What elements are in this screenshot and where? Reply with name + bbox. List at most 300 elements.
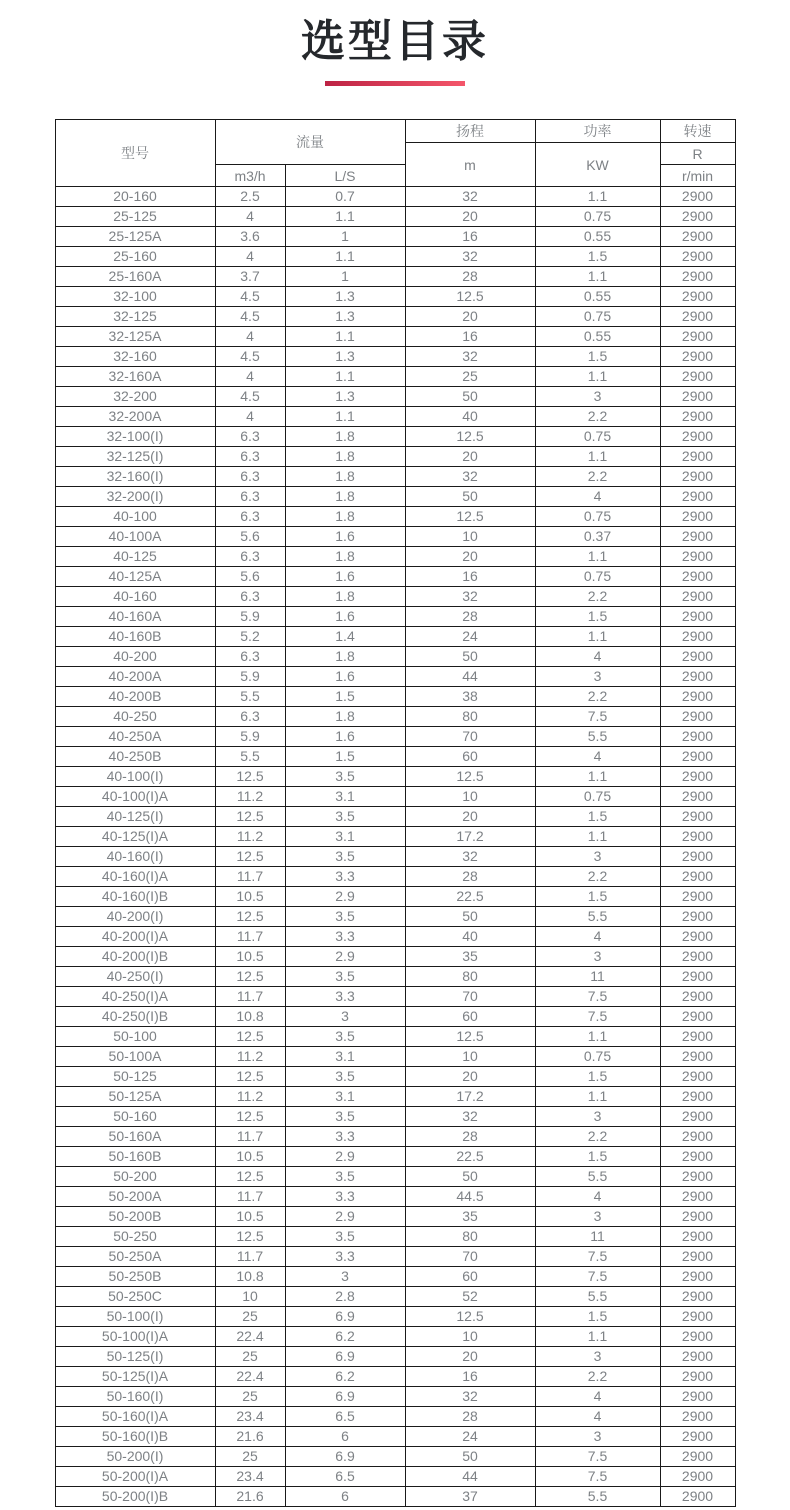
cell-model: 40-100(I) [55,767,215,787]
cell-model: 32-200(I) [55,487,215,507]
cell-flow-m3h: 2.5 [215,187,285,207]
cell-model: 50-200(I) [55,1447,215,1467]
cell-head-m: 32 [405,847,535,867]
cell-power-kw: 1.1 [535,187,660,207]
cell-flow-m3h: 4 [215,247,285,267]
table-row [55,647,735,667]
cell-model: 50-160B [55,1147,215,1167]
table-row [55,767,735,787]
cell-flow-m3h: 5.6 [215,527,285,547]
cell-speed-r: 2900 [660,1187,735,1207]
cell-head-m: 80 [405,707,535,727]
cell-model: 40-250(I)A [55,987,215,1007]
cell-power-kw: 4 [535,1387,660,1407]
cell-power-kw: 0.75 [535,787,660,807]
cell-model: 40-100 [55,507,215,527]
title-accent-underline [325,81,465,86]
cell-flow-ls: 6.5 [285,1407,405,1427]
table-row [55,1347,735,1367]
cell-flow-m3h: 11.7 [215,927,285,947]
cell-flow-m3h: 11.7 [215,867,285,887]
cell-power-kw: 3 [535,1107,660,1127]
cell-flow-ls: 6.5 [285,1467,405,1487]
cell-speed-r: 2900 [660,727,735,747]
cell-head-m: 24 [405,627,535,647]
cell-speed-r: 2900 [660,1127,735,1147]
cell-flow-ls: 1.3 [285,347,405,367]
cell-model: 40-200B [55,687,215,707]
cell-speed-r: 2900 [660,987,735,1007]
cell-power-kw: 7.5 [535,1447,660,1467]
table-row [55,1127,735,1147]
table-row [55,587,735,607]
cell-head-m: 60 [405,1007,535,1027]
cell-flow-m3h: 25 [215,1347,285,1367]
cell-speed-r: 2900 [660,247,735,267]
cell-flow-ls: 3.5 [285,1067,405,1087]
cell-speed-r: 2900 [660,287,735,307]
cell-flow-m3h: 11.7 [215,1187,285,1207]
cell-model: 40-250(I)B [55,1007,215,1027]
cell-flow-m3h: 4.5 [215,387,285,407]
table-row [55,807,735,827]
cell-power-kw: 1.5 [535,347,660,367]
cell-model: 40-100(I)A [55,787,215,807]
cell-flow-ls: 1.6 [285,667,405,687]
cell-model: 32-200A [55,407,215,427]
table-header [55,120,735,187]
table-row [55,1207,735,1227]
cell-flow-m3h: 23.4 [215,1407,285,1427]
cell-power-kw: 1.1 [535,627,660,647]
cell-power-kw: 2.2 [535,407,660,427]
table-row [55,467,735,487]
cell-flow-m3h: 4 [215,327,285,347]
table-row [55,1027,735,1047]
cell-power-kw: 1.1 [535,547,660,567]
cell-power-kw: 0.55 [535,287,660,307]
cell-model: 40-160(I)B [55,887,215,907]
cell-flow-ls: 3.1 [285,1087,405,1107]
table-row [55,367,735,387]
header-speed: 转速 [660,120,735,143]
cell-head-m: 38 [405,687,535,707]
cell-head-m: 20 [405,447,535,467]
cell-model: 20-160 [55,187,215,207]
cell-head-m: 16 [405,327,535,347]
cell-flow-m3h: 6.3 [215,447,285,467]
table-row [55,627,735,647]
cell-speed-r: 2900 [660,1067,735,1087]
cell-power-kw: 3 [535,1347,660,1367]
cell-flow-m3h: 6.3 [215,507,285,527]
cell-head-m: 28 [405,267,535,287]
table-row [55,307,735,327]
cell-speed-r: 2900 [660,667,735,687]
cell-speed-r: 2900 [660,1207,735,1227]
cell-power-kw: 1.5 [535,1147,660,1167]
cell-head-m: 28 [405,607,535,627]
selection-table [55,119,736,1507]
cell-head-m: 25 [405,367,535,387]
table-row [55,567,735,587]
cell-head-m: 24 [405,1427,535,1447]
cell-flow-m3h: 5.5 [215,687,285,707]
table-row [55,407,735,427]
cell-speed-r: 2900 [660,707,735,727]
cell-flow-ls: 0.7 [285,187,405,207]
cell-head-m: 70 [405,727,535,747]
cell-power-kw: 3 [535,1207,660,1227]
cell-power-kw: 1.1 [535,827,660,847]
cell-power-kw: 3 [535,387,660,407]
cell-flow-ls: 6.2 [285,1367,405,1387]
table-row [55,1467,735,1487]
cell-power-kw: 0.75 [535,307,660,327]
cell-flow-ls: 1.1 [285,367,405,387]
cell-power-kw: 0.75 [535,507,660,527]
cell-speed-r: 2900 [660,1147,735,1167]
cell-power-kw: 2.2 [535,687,660,707]
table-row [55,1007,735,1027]
cell-model: 50-125(I) [55,1347,215,1367]
cell-head-m: 50 [405,647,535,667]
cell-flow-m3h: 10.5 [215,947,285,967]
cell-head-m: 32 [405,587,535,607]
cell-head-m: 44.5 [405,1187,535,1207]
cell-head-m: 50 [405,907,535,927]
header-flow-m3h: m3/h [215,165,285,187]
cell-flow-ls: 1 [285,267,405,287]
cell-power-kw: 3 [535,1427,660,1447]
cell-flow-m3h: 4 [215,207,285,227]
cell-speed-r: 2900 [660,1467,735,1487]
cell-flow-ls: 6.9 [285,1447,405,1467]
cell-speed-r: 2900 [660,207,735,227]
cell-head-m: 28 [405,1407,535,1427]
cell-flow-ls: 1.6 [285,607,405,627]
table-row [55,387,735,407]
cell-head-m: 10 [405,527,535,547]
cell-flow-ls: 2.9 [285,887,405,907]
cell-flow-m3h: 6.3 [215,427,285,447]
cell-flow-m3h: 21.6 [215,1427,285,1447]
table-row [55,547,735,567]
cell-flow-ls: 1 [285,227,405,247]
cell-flow-m3h: 4.5 [215,347,285,367]
header-flow-ls: L/S [285,165,405,187]
table-row [55,787,735,807]
cell-power-kw: 5.5 [535,727,660,747]
cell-flow-ls: 6.9 [285,1387,405,1407]
cell-model: 50-160 [55,1107,215,1127]
cell-flow-m3h: 6.3 [215,707,285,727]
cell-model: 50-200(I)B [55,1487,215,1507]
cell-speed-r: 2900 [660,1447,735,1467]
cell-power-kw: 2.2 [535,1127,660,1147]
cell-speed-r: 2900 [660,1247,735,1267]
cell-flow-ls: 1.8 [285,707,405,727]
table-row [55,1307,735,1327]
cell-flow-m3h: 25 [215,1387,285,1407]
cell-power-kw: 7.5 [535,1467,660,1487]
header-speed-r: R [660,143,735,165]
cell-flow-ls: 3.5 [285,1227,405,1247]
cell-speed-r: 2900 [660,1267,735,1287]
table-row [55,1287,735,1307]
cell-speed-r: 2900 [660,527,735,547]
cell-model: 25-160A [55,267,215,287]
cell-power-kw: 7.5 [535,707,660,727]
cell-flow-m3h: 21.6 [215,1487,285,1507]
cell-model: 32-160A [55,367,215,387]
cell-model: 50-160A [55,1127,215,1147]
cell-speed-r: 2900 [660,307,735,327]
cell-flow-ls: 1.8 [285,507,405,527]
cell-model: 25-160 [55,247,215,267]
cell-flow-m3h: 5.2 [215,627,285,647]
table-row [55,1107,735,1127]
cell-flow-ls: 1.8 [285,487,405,507]
cell-power-kw: 3 [535,847,660,867]
table-row [55,287,735,307]
cell-speed-r: 2900 [660,907,735,927]
cell-speed-r: 2900 [660,587,735,607]
cell-flow-m3h: 22.4 [215,1367,285,1387]
cell-power-kw: 5.5 [535,1487,660,1507]
table-row [55,1387,735,1407]
table-row [55,1427,735,1447]
cell-flow-m3h: 11.7 [215,1127,285,1147]
cell-power-kw: 1.5 [535,607,660,627]
cell-head-m: 28 [405,867,535,887]
cell-flow-m3h: 12.5 [215,907,285,927]
cell-model: 50-125A [55,1087,215,1107]
cell-model: 50-250 [55,1227,215,1247]
cell-head-m: 16 [405,227,535,247]
table-row [55,847,735,867]
cell-power-kw: 3 [535,947,660,967]
cell-flow-m3h: 12.5 [215,967,285,987]
cell-flow-m3h: 4.5 [215,287,285,307]
table-row [55,1067,735,1087]
cell-flow-ls: 1.1 [285,207,405,227]
cell-flow-m3h: 6.3 [215,467,285,487]
cell-flow-m3h: 11.7 [215,987,285,1007]
cell-flow-m3h: 6.3 [215,587,285,607]
cell-speed-r: 2900 [660,347,735,367]
table-row [55,687,735,707]
cell-head-m: 32 [405,347,535,367]
cell-flow-ls: 2.9 [285,1207,405,1227]
cell-speed-r: 2900 [660,1367,735,1387]
table-row [55,987,735,1007]
cell-power-kw: 1.5 [535,887,660,907]
cell-speed-r: 2900 [660,1027,735,1047]
table-row [55,527,735,547]
cell-head-m: 12.5 [405,287,535,307]
cell-flow-m3h: 11.2 [215,1087,285,1107]
cell-model: 32-200 [55,387,215,407]
cell-flow-m3h: 12.5 [215,1067,285,1087]
cell-speed-r: 2900 [660,1427,735,1447]
cell-head-m: 20 [405,807,535,827]
cell-head-m: 10 [405,787,535,807]
cell-head-m: 20 [405,307,535,327]
cell-flow-m3h: 12.5 [215,1107,285,1127]
cell-speed-r: 2900 [660,1047,735,1067]
cell-model: 50-100(I)A [55,1327,215,1347]
cell-power-kw: 1.1 [535,767,660,787]
cell-flow-m3h: 5.9 [215,607,285,627]
cell-flow-ls: 1.1 [285,327,405,347]
cell-model: 40-250(I) [55,967,215,987]
cell-head-m: 44 [405,1467,535,1487]
table-row [55,187,735,207]
cell-flow-m3h: 10 [215,1287,285,1307]
table-row [55,907,735,927]
cell-head-m: 35 [405,1207,535,1227]
cell-power-kw: 4 [535,747,660,767]
cell-speed-r: 2900 [660,467,735,487]
cell-head-m: 32 [405,1387,535,1407]
cell-flow-ls: 1.3 [285,287,405,307]
cell-head-m: 22.5 [405,887,535,907]
cell-model: 32-100 [55,287,215,307]
cell-flow-ls: 3.5 [285,1107,405,1127]
cell-power-kw: 0.55 [535,327,660,347]
cell-head-m: 17.2 [405,1087,535,1107]
cell-speed-r: 2900 [660,407,735,427]
cell-flow-ls: 3.5 [285,907,405,927]
table-row [55,267,735,287]
header-row-1 [55,120,735,143]
cell-flow-ls: 1.5 [285,747,405,767]
cell-speed-r: 2900 [660,847,735,867]
table-row [55,1047,735,1067]
cell-flow-ls: 1.8 [285,447,405,467]
page-header [0,0,790,86]
cell-power-kw: 7.5 [535,1247,660,1267]
cell-model: 40-200A [55,667,215,687]
table-row [55,1447,735,1467]
cell-head-m: 52 [405,1287,535,1307]
cell-model: 40-250A [55,727,215,747]
cell-power-kw: 1.5 [535,1307,660,1327]
cell-speed-r: 2900 [660,647,735,667]
table-row [55,427,735,447]
cell-head-m: 60 [405,1267,535,1287]
cell-flow-m3h: 5.6 [215,567,285,587]
cell-flow-m3h: 3.7 [215,267,285,287]
cell-speed-r: 2900 [660,1407,735,1427]
header-flow: 流量 [215,120,405,165]
cell-head-m: 12.5 [405,507,535,527]
cell-power-kw: 2.2 [535,587,660,607]
table-row [55,747,735,767]
cell-flow-m3h: 25 [215,1447,285,1467]
cell-head-m: 32 [405,247,535,267]
cell-head-m: 40 [405,927,535,947]
cell-flow-ls: 2.9 [285,1147,405,1167]
cell-power-kw: 0.75 [535,427,660,447]
cell-flow-ls: 1.8 [285,467,405,487]
cell-model: 32-125A [55,327,215,347]
cell-flow-ls: 3 [285,1007,405,1027]
cell-flow-m3h: 11.2 [215,787,285,807]
header-power: 功率 [535,120,660,143]
cell-flow-ls: 6.2 [285,1327,405,1347]
cell-flow-ls: 6.9 [285,1307,405,1327]
table-row [55,1187,735,1207]
cell-head-m: 17.2 [405,827,535,847]
cell-speed-r: 2900 [660,867,735,887]
cell-model: 40-200(I)B [55,947,215,967]
cell-flow-ls: 1.8 [285,647,405,667]
cell-head-m: 32 [405,1107,535,1127]
cell-flow-m3h: 12.5 [215,767,285,787]
table-row [55,1327,735,1347]
cell-speed-r: 2900 [660,567,735,587]
cell-head-m: 12.5 [405,1307,535,1327]
cell-flow-ls: 1.6 [285,527,405,547]
cell-speed-r: 2900 [660,327,735,347]
cell-power-kw: 1.1 [535,1087,660,1107]
table-row [55,927,735,947]
cell-head-m: 50 [405,487,535,507]
table-row [55,1087,735,1107]
cell-speed-r: 2900 [660,1167,735,1187]
cell-speed-r: 2900 [660,967,735,987]
cell-speed-r: 2900 [660,747,735,767]
table-row [55,1367,735,1387]
cell-speed-r: 2900 [660,1487,735,1507]
cell-flow-m3h: 23.4 [215,1467,285,1487]
cell-power-kw: 2.2 [535,1367,660,1387]
cell-speed-r: 2900 [660,1327,735,1347]
cell-model: 32-160 [55,347,215,367]
cell-flow-m3h: 4.5 [215,307,285,327]
cell-flow-m3h: 11.2 [215,1047,285,1067]
cell-head-m: 32 [405,467,535,487]
cell-head-m: 22.5 [405,1147,535,1167]
cell-speed-r: 2900 [660,187,735,207]
cell-speed-r: 2900 [660,607,735,627]
cell-model: 40-100A [55,527,215,547]
cell-power-kw: 4 [535,647,660,667]
cell-head-m: 16 [405,1367,535,1387]
cell-head-m: 10 [405,1047,535,1067]
table-row [55,447,735,467]
cell-speed-r: 2900 [660,1007,735,1027]
cell-flow-m3h: 6.3 [215,647,285,667]
cell-head-m: 70 [405,987,535,1007]
cell-power-kw: 1.5 [535,1067,660,1087]
cell-power-kw: 0.55 [535,227,660,247]
cell-speed-r: 2900 [660,787,735,807]
cell-flow-ls: 1.4 [285,627,405,647]
cell-speed-r: 2900 [660,767,735,787]
cell-head-m: 20 [405,1067,535,1087]
cell-speed-r: 2900 [660,627,735,647]
cell-power-kw: 4 [535,487,660,507]
cell-flow-m3h: 10.8 [215,1007,285,1027]
cell-model: 50-200 [55,1167,215,1187]
table-row [55,707,735,727]
cell-power-kw: 7.5 [535,987,660,1007]
table-body [55,187,735,1507]
header-model: 型号 [55,120,215,187]
